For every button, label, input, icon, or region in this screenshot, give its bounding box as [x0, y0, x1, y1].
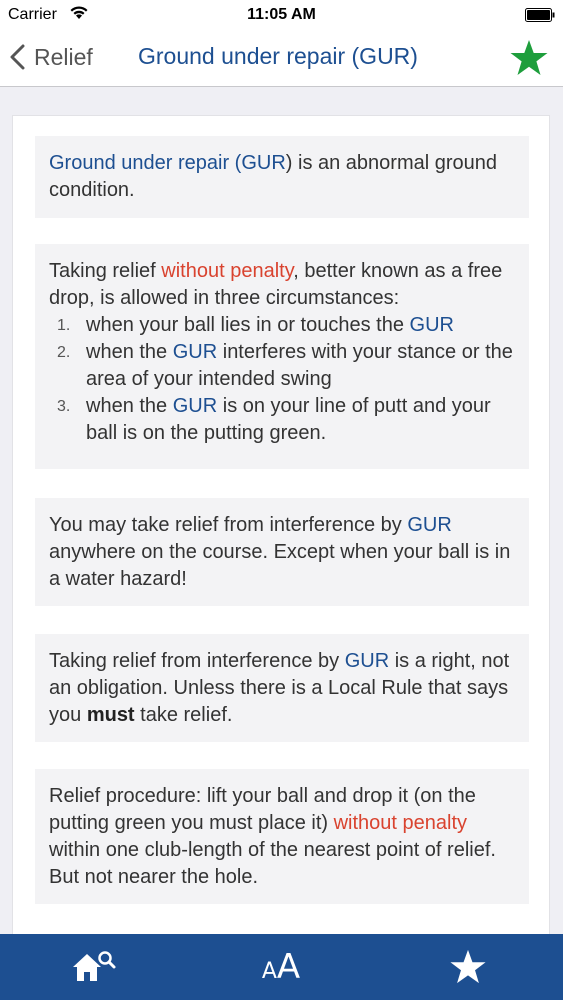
text-fragment: Ground under repair (: [49, 152, 242, 174]
list-item: [49, 312, 515, 339]
list-number: 1.: [57, 317, 71, 334]
list-item: [49, 393, 515, 447]
tab-home-search[interactable]: [40, 934, 150, 1000]
gur-term: GUR: [172, 341, 218, 363]
status-time: 11:05 AM: [247, 6, 316, 23]
navigation-bar: [0, 30, 563, 87]
text-fragment: , better known as a free drop, is allowed in three circumstances:: [49, 260, 503, 309]
home-search-icon: [69, 949, 121, 985]
favorite-star-icon[interactable]: [509, 38, 549, 78]
text-fragment: within one club-length of the nearest point of relief. But not nearer the hole.: [49, 839, 496, 888]
gur-term: GUR: [241, 152, 286, 174]
text-fragment: is on your line of putt and your ball is on the putting green.: [86, 395, 491, 444]
gur-term: GUR: [172, 395, 218, 417]
chevron-left-icon: [8, 44, 28, 70]
rule-section-right-not-obligation: [35, 634, 529, 742]
tab-font-size[interactable]: [226, 934, 336, 1000]
circumstances-list: [49, 312, 515, 447]
tab-favorites[interactable]: [413, 934, 523, 1000]
bottom-tab-bar: [0, 934, 563, 1000]
text-fragment: is a right, not an obligation. Unless there is a Local Rule that says you: [49, 650, 510, 726]
text-fragment: when your ball lies in or touches the: [86, 314, 410, 336]
text-fragment: Taking relief from interference by: [49, 650, 345, 672]
font-size-icon: [262, 947, 300, 987]
status-bar: [0, 0, 563, 30]
text-fragment: when the: [86, 341, 173, 363]
carrier-label: Carrier: [8, 6, 57, 23]
gur-term: GUR: [407, 514, 452, 536]
favorites-star-icon: [449, 948, 487, 986]
text-fragment: Relief procedure: lift your ball and drop it (on the putting green you must place it): [49, 785, 476, 834]
page-title: Ground under repair (GUR): [138, 43, 418, 69]
text-fragment: take relief.: [134, 704, 233, 726]
rule-section-relief-procedure: [35, 769, 529, 904]
content-scroll-area[interactable]: [0, 87, 563, 934]
rule-section-anywhere: [35, 498, 529, 606]
font-small-letter: A: [261, 959, 277, 984]
list-item: [49, 339, 515, 393]
text-fragment: when the: [86, 395, 173, 417]
back-button-label: Relief: [34, 43, 93, 70]
text-fragment: You may take relief from interference by: [49, 514, 408, 536]
gur-term: GUR: [409, 314, 454, 336]
rule-card: [12, 115, 550, 934]
text-fragment: anywhere on the course. Except when your ball is in a water hazard!: [49, 541, 511, 590]
battery-icon: [525, 8, 555, 22]
rule-section-definition: [35, 136, 529, 218]
rule-section-free-drop: [35, 244, 529, 469]
without-penalty-term: without penalty: [333, 812, 468, 834]
gur-term: GUR: [344, 650, 390, 672]
text-fragment: interferes with your stance or the area of your intended swing: [86, 341, 513, 390]
text-fragment: ) is an abnormal ground condition.: [49, 152, 498, 201]
without-penalty-term: without penalty: [161, 260, 294, 282]
text-fragment: Taking relief: [49, 260, 162, 282]
emphasis-must: must: [86, 704, 135, 726]
font-big-letter: A: [276, 947, 301, 987]
back-button[interactable]: [8, 42, 93, 72]
list-number: 2.: [57, 344, 71, 361]
list-number: 3.: [57, 398, 71, 415]
